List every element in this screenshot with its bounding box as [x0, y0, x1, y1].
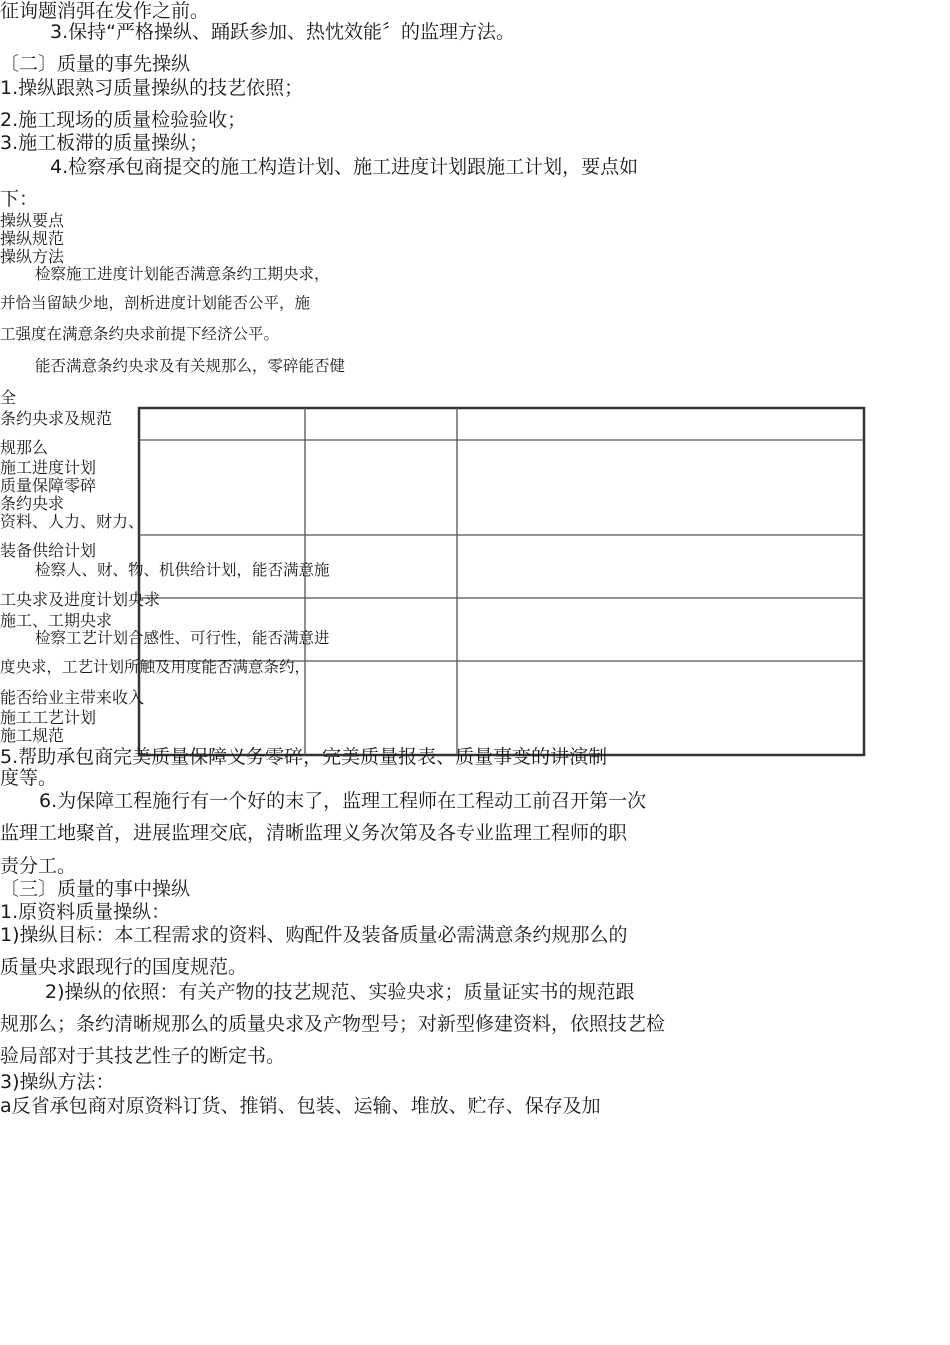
table-cell-text: 度央求，工艺计划所触及用度能否满意条约， — [0, 658, 311, 676]
list-item: 5.帮助承包商完美质量保障义务零碎，完美质量报表、质量事变的讲演制 — [0, 746, 608, 768]
table-cell-text: 工强度在满意条约央求前提下经济公平。 — [0, 325, 280, 343]
table-cell-text: 条约央求 — [0, 494, 65, 513]
list-item: 规那么；条约清晰规那么的质量央求及产物型号；对新型修建资料，依照技艺检 — [0, 1013, 666, 1035]
table-cell-text: 质量保障零碎 — [0, 476, 97, 495]
list-item: 3)操纵方法： — [0, 1071, 115, 1093]
list-item: 质量央求跟现行的国度规范。 — [0, 956, 248, 978]
section-heading: 〔三〕质量的事中操纵 — [0, 878, 191, 900]
list-item: 1.原资料质量操纵： — [0, 901, 171, 923]
table-cell-text: 施工、工期央求 — [0, 611, 113, 630]
list-item: 责分工。 — [0, 855, 77, 877]
list-item: 监理工地聚首，进展监理交底，清晰监理义务次第及各专业监理工程师的职 — [0, 822, 628, 844]
table-cell-text: 检察施工进度计划能否满意条约工期央求， — [35, 265, 330, 283]
list-item: 1.操纵跟熟习质量操纵的技艺依照； — [0, 77, 304, 99]
list-item: 1)操纵目标：本工程需求的资料、购配件及装备质量必需满意条约规那么的 — [0, 924, 628, 946]
table-cell-text: 规那么 — [0, 438, 49, 457]
table-border — [139, 408, 864, 755]
list-item: 验局部对于其技艺性子的断定书。 — [0, 1045, 286, 1067]
list-item: 4.检察承包商提交的施工构造计划、施工进度计划跟施工计划，要点如 — [50, 156, 639, 178]
list-item: 6.为保障工程施行有一个好的末了，监理工程师在工程动工前召开第一次 — [39, 790, 647, 812]
table-header-norms: 操纵规范 — [0, 229, 65, 248]
table-cell-text: 施工工艺计划 — [0, 708, 97, 727]
table-cell-text: 资料、人力、财力、 — [0, 512, 145, 531]
table-cell-text: 并恰当留缺少地，剖析进度计划能否公平，施 — [0, 294, 311, 312]
table-cell-text: 检察工艺计划合感性、可行性，能否满意进 — [35, 629, 330, 647]
list-item: a反省承包商对原资料订货、推销、包装、运输、堆放、贮存、保存及加 — [0, 1095, 601, 1117]
table-header-points: 操纵要点 — [0, 211, 65, 230]
list-item: 2)操纵的依照：有关产物的技艺规范、实验央求；质量证实书的规范跟 — [45, 981, 635, 1003]
table-header-methods: 操纵方法 — [0, 247, 65, 266]
table-cell-text: 施工规范 — [0, 726, 65, 745]
table-cell-text: 全 — [0, 388, 17, 407]
table-cell-text: 施工进度计划 — [0, 458, 97, 477]
list-item: 度等。 — [0, 767, 58, 789]
section-heading: 〔二〕质量的事先操纵 — [0, 53, 191, 75]
list-item: 下： — [0, 188, 39, 210]
table-cell-text: 装备供给计划 — [0, 541, 97, 560]
paragraph-line: 征询题消弭在发作之前。 — [0, 0, 210, 22]
table-cell-text: 能否给业主带来收入 — [0, 688, 145, 707]
table-cell-text: 检察人、财、物、机供给计划，能否满意施 — [35, 561, 330, 579]
list-item: 3.施工板滞的质量操纵； — [0, 132, 209, 154]
table-cell-text: 能否满意条约央求及有关规那么，零碎能否健 — [35, 357, 346, 375]
table-cell-text: 条约央求及规范 — [0, 409, 113, 428]
paragraph-line: 3.保持“严格操纵、踊跃参加、热忱效能〞的监理方法。 — [50, 21, 515, 43]
table-cell-text: 工央求及进度计划央求 — [0, 590, 161, 609]
list-item: 2.施工现场的质量检验验收； — [0, 109, 247, 131]
